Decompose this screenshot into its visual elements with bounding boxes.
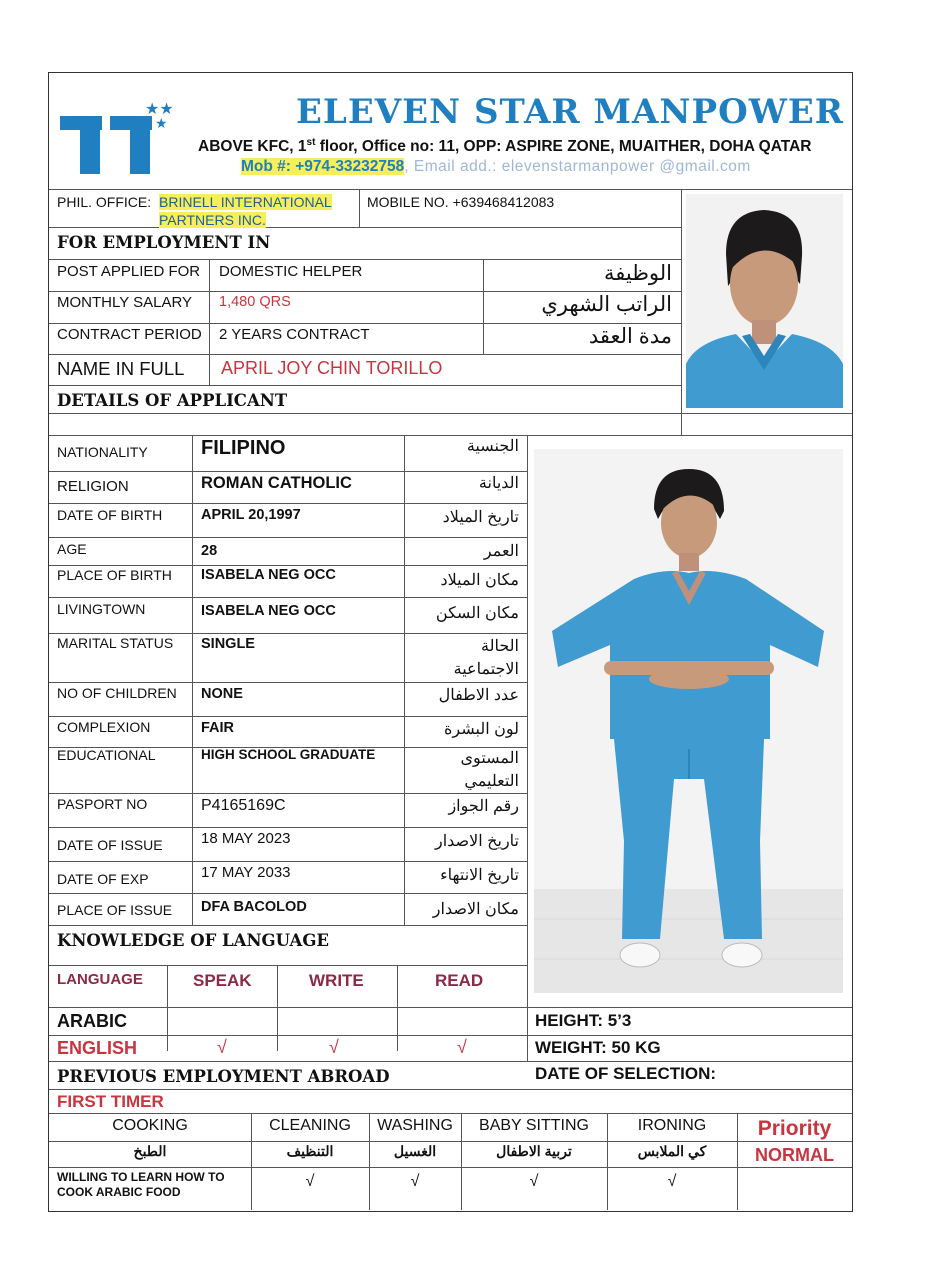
speak-col-header: SPEAK	[193, 971, 252, 990]
cooking-note-line-2: COOK ARABIC FOOD	[57, 1185, 181, 1199]
date-of-selection-label: DATE OF SELECTION:	[535, 1064, 717, 1083]
issue-date-value: 18 MAY 2023	[201, 830, 291, 847]
issue-place-label: PLACE OF ISSUE	[57, 902, 173, 918]
children-value: NONE	[201, 686, 243, 702]
contract-period-value: 2 YEARS CONTRACT	[219, 326, 370, 343]
children-label: NO OF CHILDREN	[57, 685, 177, 701]
write-col-header: WRITE	[309, 971, 364, 990]
address-sup: st	[306, 137, 316, 148]
skill-ironing-ar: كي الملابس	[637, 1143, 707, 1159]
monthly-salary-label: MONTHLY SALARY	[57, 294, 193, 311]
mobile-number: Mob #: +974-33232758	[241, 158, 405, 175]
religion-value: ROMAN CATHOLIC	[201, 474, 352, 492]
previous-employment-heading: PREVIOUS EMPLOYMENT ABROAD	[57, 1067, 390, 1086]
arabic-language-label: ARABIC	[57, 1011, 127, 1031]
complexion-value: FAIR	[201, 720, 235, 736]
skill-washing-en: WASHING	[377, 1117, 453, 1134]
religion-label: RELIGION	[57, 478, 129, 495]
washing-check: √	[410, 1173, 420, 1190]
phil-office-name-2: PARTNERS INC.	[159, 212, 266, 228]
nationality-label: NATIONALITY	[57, 444, 148, 460]
post-applied-value: DOMESTIC HELPER	[219, 263, 363, 280]
svg-text:★: ★	[155, 116, 168, 132]
cooking-note-line-1: WILLING TO LEARN HOW TO	[57, 1170, 225, 1184]
age-label: AGE	[57, 541, 87, 557]
employment-heading: FOR EMPLOYMENT IN	[57, 233, 271, 252]
livingtown-label: LIVINGTOWN	[57, 601, 146, 617]
babysitting-check: √	[529, 1173, 539, 1190]
children-arabic: عدد الاطفال	[438, 687, 519, 704]
dob-label: DATE OF BIRTH	[57, 507, 163, 523]
exp-date-arabic: تاريخ الانتهاء	[440, 867, 519, 884]
monthly-salary-value: 1,480 QRS	[219, 294, 291, 310]
skill-washing-ar: الغسيل	[393, 1143, 437, 1159]
svg-text:★★: ★★	[145, 99, 174, 118]
exp-date-value: 17 MAY 2033	[201, 864, 291, 881]
skill-cooking-ar: الطبخ	[133, 1143, 167, 1159]
skill-ironing-en: IRONING	[637, 1117, 707, 1134]
english-language-label: ENGLISH	[57, 1038, 138, 1058]
weight-value: WEIGHT: 50 KG	[535, 1038, 661, 1057]
skill-cleaning-ar: التنظيف	[286, 1143, 334, 1159]
marital-status-label: MARITAL STATUS	[57, 635, 174, 651]
priority-label: Priority	[757, 1117, 832, 1140]
issue-place-arabic: مكان الاصدار	[432, 901, 519, 918]
issue-date-arabic: تاريخ الاصدار	[434, 833, 519, 850]
complexion-label: COMPLEXION	[57, 719, 151, 735]
read-col-header: READ	[435, 971, 484, 990]
address-text: ABOVE KFC, 1	[198, 138, 307, 156]
language-col-header: LANGUAGE	[57, 971, 143, 988]
dob-value: APRIL 20,1997	[201, 507, 301, 523]
phil-office-name	[159, 193, 332, 229]
priority-value: NORMAL	[755, 1145, 834, 1165]
full-name-value: APRIL JOY CHIN TORILLO	[221, 358, 443, 378]
application-form	[48, 72, 853, 1212]
nationality-arabic: الجنسية	[466, 438, 519, 455]
passport-label: PASPORT NO	[57, 796, 148, 812]
marital-status-value: SINGLE	[201, 636, 255, 652]
ironing-check: √	[667, 1173, 677, 1190]
issue-date-label: DATE OF ISSUE	[57, 837, 163, 853]
phil-office-mobile: MOBILE NO. +639468412083	[367, 194, 555, 210]
dob-arabic: تاريخ الميلاد	[442, 509, 519, 526]
issue-place-value: DFA BACOLOD	[201, 899, 307, 915]
english-speak-check: √	[217, 1037, 227, 1057]
cleaning-check: √	[305, 1173, 315, 1190]
passport-arabic: رقم الجواز	[448, 798, 519, 815]
marital-status-arabic: الحالة الاجتماعية	[453, 638, 519, 678]
english-read-check: √	[457, 1037, 467, 1057]
birthplace-label: PLACE OF BIRTH	[57, 567, 172, 583]
education-label: EDUCATIONAL	[57, 747, 156, 763]
age-value: 28	[201, 543, 218, 559]
monthly-salary-arabic: الراتب الشهري	[541, 293, 672, 316]
exp-date-label: DATE OF EXP	[57, 871, 149, 887]
address-text-2: floor, Office no: 11, OPP: ASPIRE ZONE, MUAITHER, DOHA QATAR	[315, 138, 812, 156]
education-arabic: المستوى التعليمي	[460, 750, 519, 790]
details-heading: DETAILS OF APPLICANT	[57, 391, 288, 410]
applicant-portrait-photo	[686, 194, 843, 408]
skill-cooking-en: COOKING	[112, 1117, 188, 1134]
livingtown-arabic: مكان السكن	[435, 605, 519, 622]
skill-cleaning-en: CLEANING	[269, 1117, 351, 1134]
skill-babysitting-ar: تربية الاطفال	[496, 1143, 572, 1159]
post-applied-label: POST APPLIED FOR	[57, 263, 201, 280]
passport-value: P4165169C	[201, 797, 286, 814]
cooking-note	[57, 1170, 225, 1200]
phil-office-label: PHIL. OFFICE:	[57, 194, 152, 210]
english-write-check: √	[329, 1037, 339, 1057]
post-applied-arabic: الوظيفة	[603, 262, 672, 285]
height-value: HEIGHT: 5’3	[535, 1011, 632, 1030]
religion-arabic: الديانة	[478, 475, 519, 492]
company-name: ELEVEN STAR MANPOWER	[296, 92, 845, 132]
first-timer-value: FIRST TIMER	[57, 1092, 164, 1111]
livingtown-value: ISABELA NEG OCC	[201, 603, 336, 619]
applicant-full-body-photo	[534, 449, 843, 993]
birthplace-arabic: مكان الميلاد	[440, 572, 519, 589]
full-name-label: NAME IN FULL	[57, 358, 185, 379]
nationality-value: FILIPINO	[201, 437, 286, 459]
contract-period-arabic: مدة العقد	[588, 325, 672, 348]
contract-period-label: CONTRACT PERIOD	[57, 326, 202, 343]
email-address: , Email add.: elevenstarmanpower @gmail.com	[404, 158, 751, 175]
phil-office-name-1: BRINELL INTERNATIONAL	[159, 194, 332, 210]
complexion-arabic: لون البشرة	[444, 721, 519, 738]
language-heading: KNOWLEDGE OF LANGUAGE	[57, 931, 329, 950]
education-value: HIGH SCHOOL GRADUATE	[201, 747, 376, 762]
age-arabic: العمر	[483, 543, 519, 560]
birthplace-value: ISABELA NEG OCC	[201, 567, 336, 583]
skill-babysitting-en: BABY SITTING	[479, 1117, 589, 1134]
